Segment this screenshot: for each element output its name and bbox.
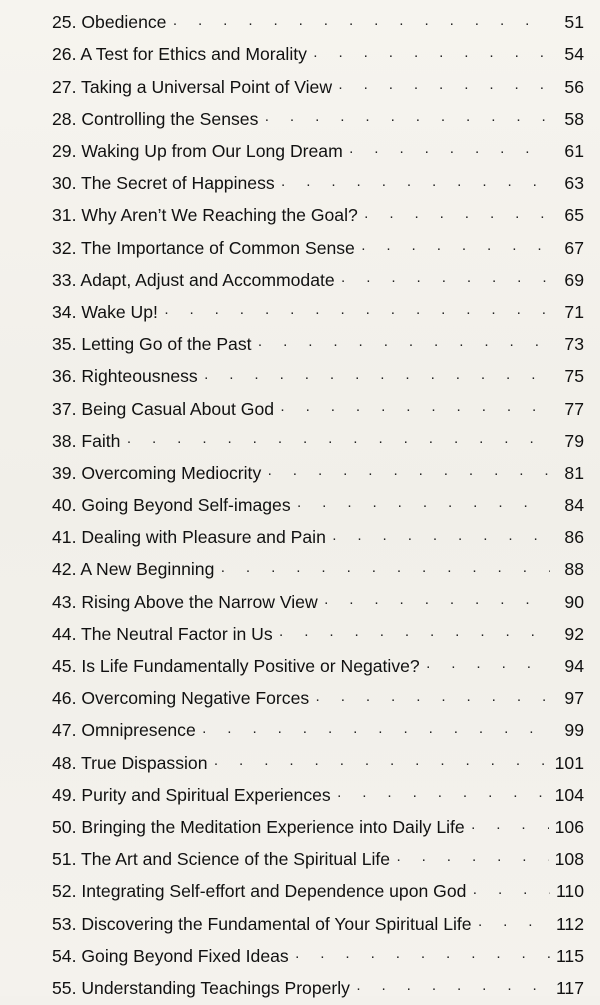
dot-leader [426, 659, 550, 674]
toc-entry-page-number: 54 [564, 44, 584, 65]
dot-leader [172, 16, 550, 31]
dot-leader [356, 981, 550, 996]
toc-entry-title: 25. Obedience [52, 12, 167, 33]
toc-entry-page-number: 104 [554, 784, 584, 805]
toc-entry-page-number: 71 [564, 301, 584, 322]
toc-entry-title: 29. Waking Up from Our Long Dream [52, 141, 343, 162]
toc-entry-title: 42. A New Beginning [52, 559, 215, 580]
toc-entry-title: 36. Righteousness [52, 366, 198, 387]
toc-entry-page-number: 69 [564, 269, 584, 290]
toc-entry [52, 780, 584, 812]
dot-leader [313, 48, 550, 63]
toc-entry-page-number: 106 [554, 816, 584, 837]
toc-entry-page-number: 94 [564, 656, 584, 677]
toc-entry-title: 43. Rising Above the Narrow View [52, 591, 318, 612]
toc-entry [52, 812, 584, 844]
dot-leader [338, 80, 550, 95]
toc-entry-page-number: 86 [564, 527, 584, 548]
dot-leader [349, 144, 550, 159]
dot-leader [315, 692, 550, 707]
dot-leader [279, 627, 550, 642]
toc-entry-page-number: 97 [564, 688, 584, 709]
toc-entry-page-number: 115 [555, 945, 584, 966]
toc-entry-page-number: 110 [555, 881, 584, 902]
toc-entry [52, 554, 584, 586]
toc-entry-page-number: 84 [564, 495, 584, 516]
dot-leader [396, 852, 549, 867]
toc-entry [52, 71, 584, 103]
toc-entry [52, 168, 584, 200]
toc-entry-title: 33. Adapt, Adjust and Accommodate [52, 269, 335, 290]
toc-entry [52, 361, 584, 393]
dot-leader [264, 112, 550, 127]
toc-entry [52, 104, 584, 136]
toc-entry [52, 458, 584, 490]
toc-entry-title: 46. Overcoming Negative Forces [52, 688, 310, 709]
toc-entry-title: 55. Understanding Teachings Properly [52, 977, 350, 998]
dot-leader [214, 756, 549, 771]
toc-entry-title: 27. Taking a Universal Point of View [52, 76, 333, 97]
toc-entry [52, 329, 584, 361]
toc-entry [52, 940, 584, 972]
toc-entry-title: 49. Purity and Spiritual Experiences [52, 784, 331, 805]
toc-entry-page-number: 67 [564, 237, 584, 258]
dot-leader [164, 305, 550, 320]
toc-entry-page-number: 75 [564, 366, 584, 387]
toc-entry [52, 683, 584, 715]
toc-entry-title: 40. Going Beyond Self-images [52, 495, 291, 516]
dot-leader [364, 209, 550, 224]
dot-leader [281, 177, 550, 192]
toc-entry [52, 232, 584, 264]
dot-leader [126, 434, 550, 449]
toc-entry [52, 973, 584, 1005]
toc-entry-page-number: 101 [554, 752, 584, 773]
dot-leader [258, 337, 550, 352]
toc-entry [52, 619, 584, 651]
toc-entry-page-number: 112 [555, 913, 584, 934]
toc-entry-page-number: 88 [564, 559, 584, 580]
toc-entry-page-number: 99 [564, 720, 584, 741]
toc-entry-title: 28. Controlling the Senses [52, 108, 259, 129]
dot-leader [204, 370, 550, 385]
toc-entry-title: 39. Overcoming Mediocrity [52, 462, 262, 483]
dot-leader [267, 466, 550, 481]
toc-entry-title: 44. The Neutral Factor in Us [52, 623, 273, 644]
toc-entry [52, 393, 584, 425]
toc-entry-page-number: 65 [564, 205, 584, 226]
toc-entry-title: 26. A Test for Ethics and Morality [52, 44, 307, 65]
toc-entry-page-number: 79 [564, 430, 584, 451]
toc-entry-page-number: 73 [564, 334, 584, 355]
toc-entry-page-number: 90 [564, 591, 584, 612]
dot-leader [324, 595, 550, 610]
dot-leader [341, 273, 550, 288]
dot-leader [337, 788, 549, 803]
dot-leader [361, 241, 550, 256]
toc-entry-title: 31. Why Aren’t We Reaching the Goal? [52, 205, 358, 226]
dot-leader [297, 498, 550, 513]
dot-leader [220, 563, 550, 578]
toc-entry [52, 39, 584, 71]
toc-entry [52, 747, 584, 779]
dot-leader [202, 724, 550, 739]
toc-entry-title: 37. Being Casual About God [52, 398, 275, 419]
toc-entry [52, 265, 584, 297]
toc-entry [52, 715, 584, 747]
toc-entry-title: 38. Faith [52, 430, 121, 451]
toc-entry [52, 908, 584, 940]
toc-entry-title: 34. Wake Up! [52, 301, 158, 322]
table-of-contents [52, 7, 584, 1005]
toc-entry [52, 586, 584, 618]
toc-entry-title: 50. Bringing the Meditation Experience into Daily Life [52, 816, 465, 837]
toc-entry-title: 41. Dealing with Pleasure and Pain [52, 527, 326, 548]
toc-entry-title: 47. Omnipresence [52, 720, 196, 741]
toc-entry [52, 876, 584, 908]
toc-entry-page-number: 108 [554, 849, 584, 870]
dot-leader [332, 531, 550, 546]
toc-entry [52, 200, 584, 232]
toc-entry [52, 490, 584, 522]
toc-entry-title: 51. The Art and Science of the Spiritual Life [52, 849, 391, 870]
toc-entry-title: 45. Is Life Fundamentally Positive or Negative? [52, 656, 420, 677]
toc-entry-title: 30. The Secret of Happiness [52, 173, 275, 194]
toc-entry [52, 522, 584, 554]
toc-entry-page-number: 63 [564, 173, 584, 194]
toc-entry-page-number: 77 [564, 398, 584, 419]
toc-entry-page-number: 81 [564, 462, 584, 483]
toc-entry-title: 52. Integrating Self-effort and Dependence upon God [52, 881, 467, 902]
toc-entry [52, 844, 584, 876]
toc-entry-page-number: 58 [564, 108, 584, 129]
dot-leader [280, 402, 550, 417]
toc-entry-title: 32. The Importance of Common Sense [52, 237, 355, 258]
toc-entry [52, 425, 584, 457]
toc-entry-title: 54. Going Beyond Fixed Ideas [52, 945, 289, 966]
dot-leader [478, 917, 550, 932]
dot-leader [295, 949, 550, 964]
dot-leader [472, 885, 550, 900]
toc-entry [52, 136, 584, 168]
toc-entry-title: 53. Discovering the Fundamental of Your Spiritual Life [52, 913, 472, 934]
toc-entry [52, 297, 584, 329]
toc-entry-page-number: 51 [564, 12, 584, 33]
toc-entry [52, 651, 584, 683]
toc-entry-page-number: 56 [564, 76, 584, 97]
toc-entry-title: 48. True Dispassion [52, 752, 208, 773]
toc-entry-page-number: 92 [564, 623, 584, 644]
dot-leader [471, 820, 549, 835]
toc-entry-title: 35. Letting Go of the Past [52, 334, 252, 355]
toc-entry-page-number: 61 [564, 141, 584, 162]
toc-entry-page-number: 117 [555, 977, 584, 998]
toc-entry [52, 7, 584, 39]
